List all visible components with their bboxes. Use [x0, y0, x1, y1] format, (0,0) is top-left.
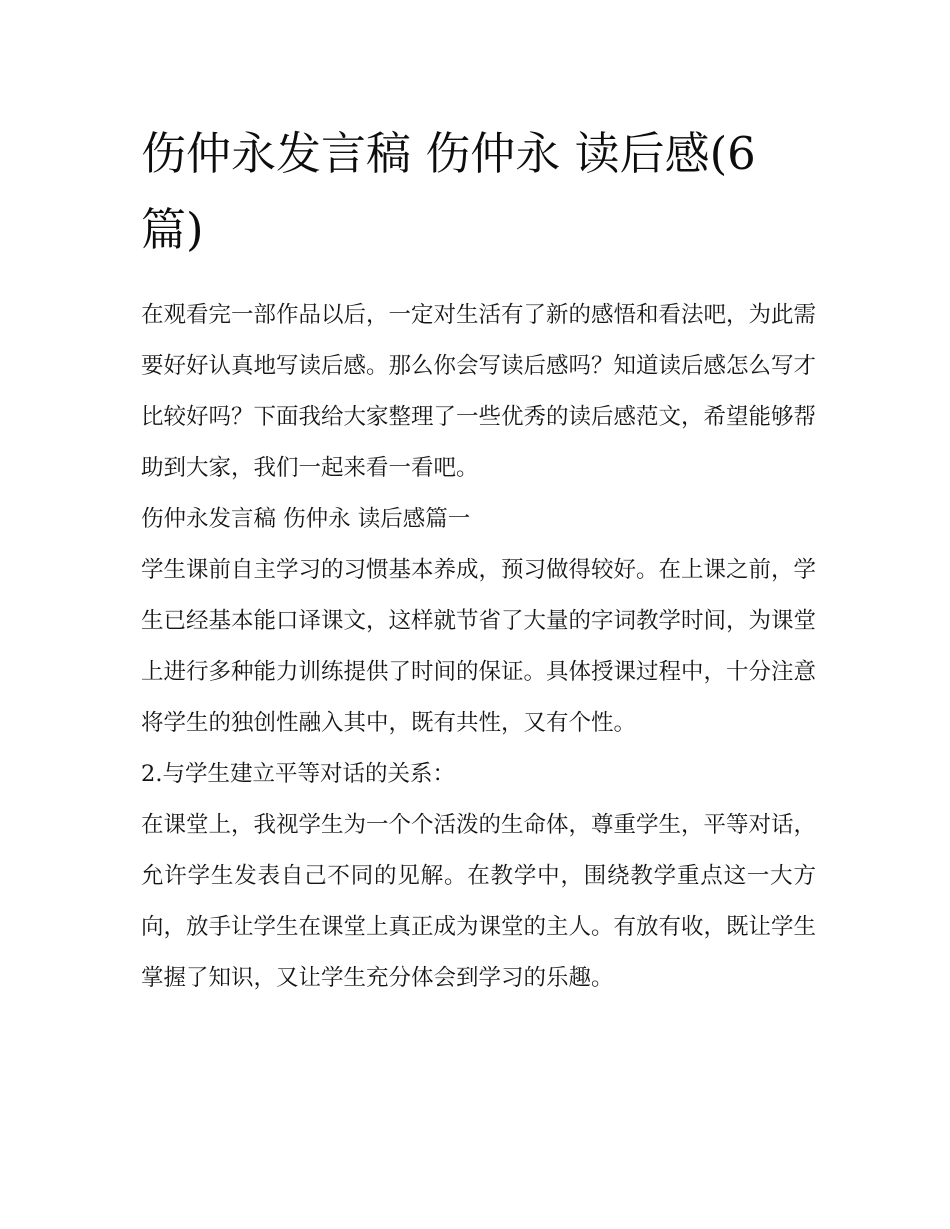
section-heading: 伤仲永发言稿 伤仲永 读后感篇一	[141, 506, 471, 532]
intro-paragraph: 在观看完一部作品以后，一定对生活有了新的感悟和看法吧，为此需要好好认真地写读后感。那么你会写读后感吗？知道读后感怎么写才比较好吗？下面我给大家整理了一些优秀的读后感范文，希望能够帮助到大家，我们一起来看一看吧。	[141, 302, 817, 481]
body-paragraph: 在课堂上，我视学生为一个个活泼的生命体，尊重学生，平等对话，允许学生发表自己不同的见解。在教学中，围绕教学重点这一大方向，放手让学生在课堂上真正成为课堂的主人。有放有收，既让学生掌握了知识，又让学生充分体会到学习的乐趣。	[141, 812, 817, 991]
document-body	[141, 290, 816, 1004]
body-paragraph: 学生课前自主学习的习惯基本养成，预习做得较好。在上课之前，学生已经基本能口译课文，这样就节省了大量的字词教学时间，为课堂上进行多种能力训练提供了时间的保证。具体授课过程中，十分注意将学生的独创性融入其中，既有共性，又有个性。	[141, 557, 817, 736]
document-title: 伤仲永发言稿 伤仲永 读后感(6篇)	[141, 127, 756, 256]
document-content	[141, 116, 816, 1004]
subheading-paragraph: 2.与学生建立平等对话的关系：	[141, 761, 455, 787]
